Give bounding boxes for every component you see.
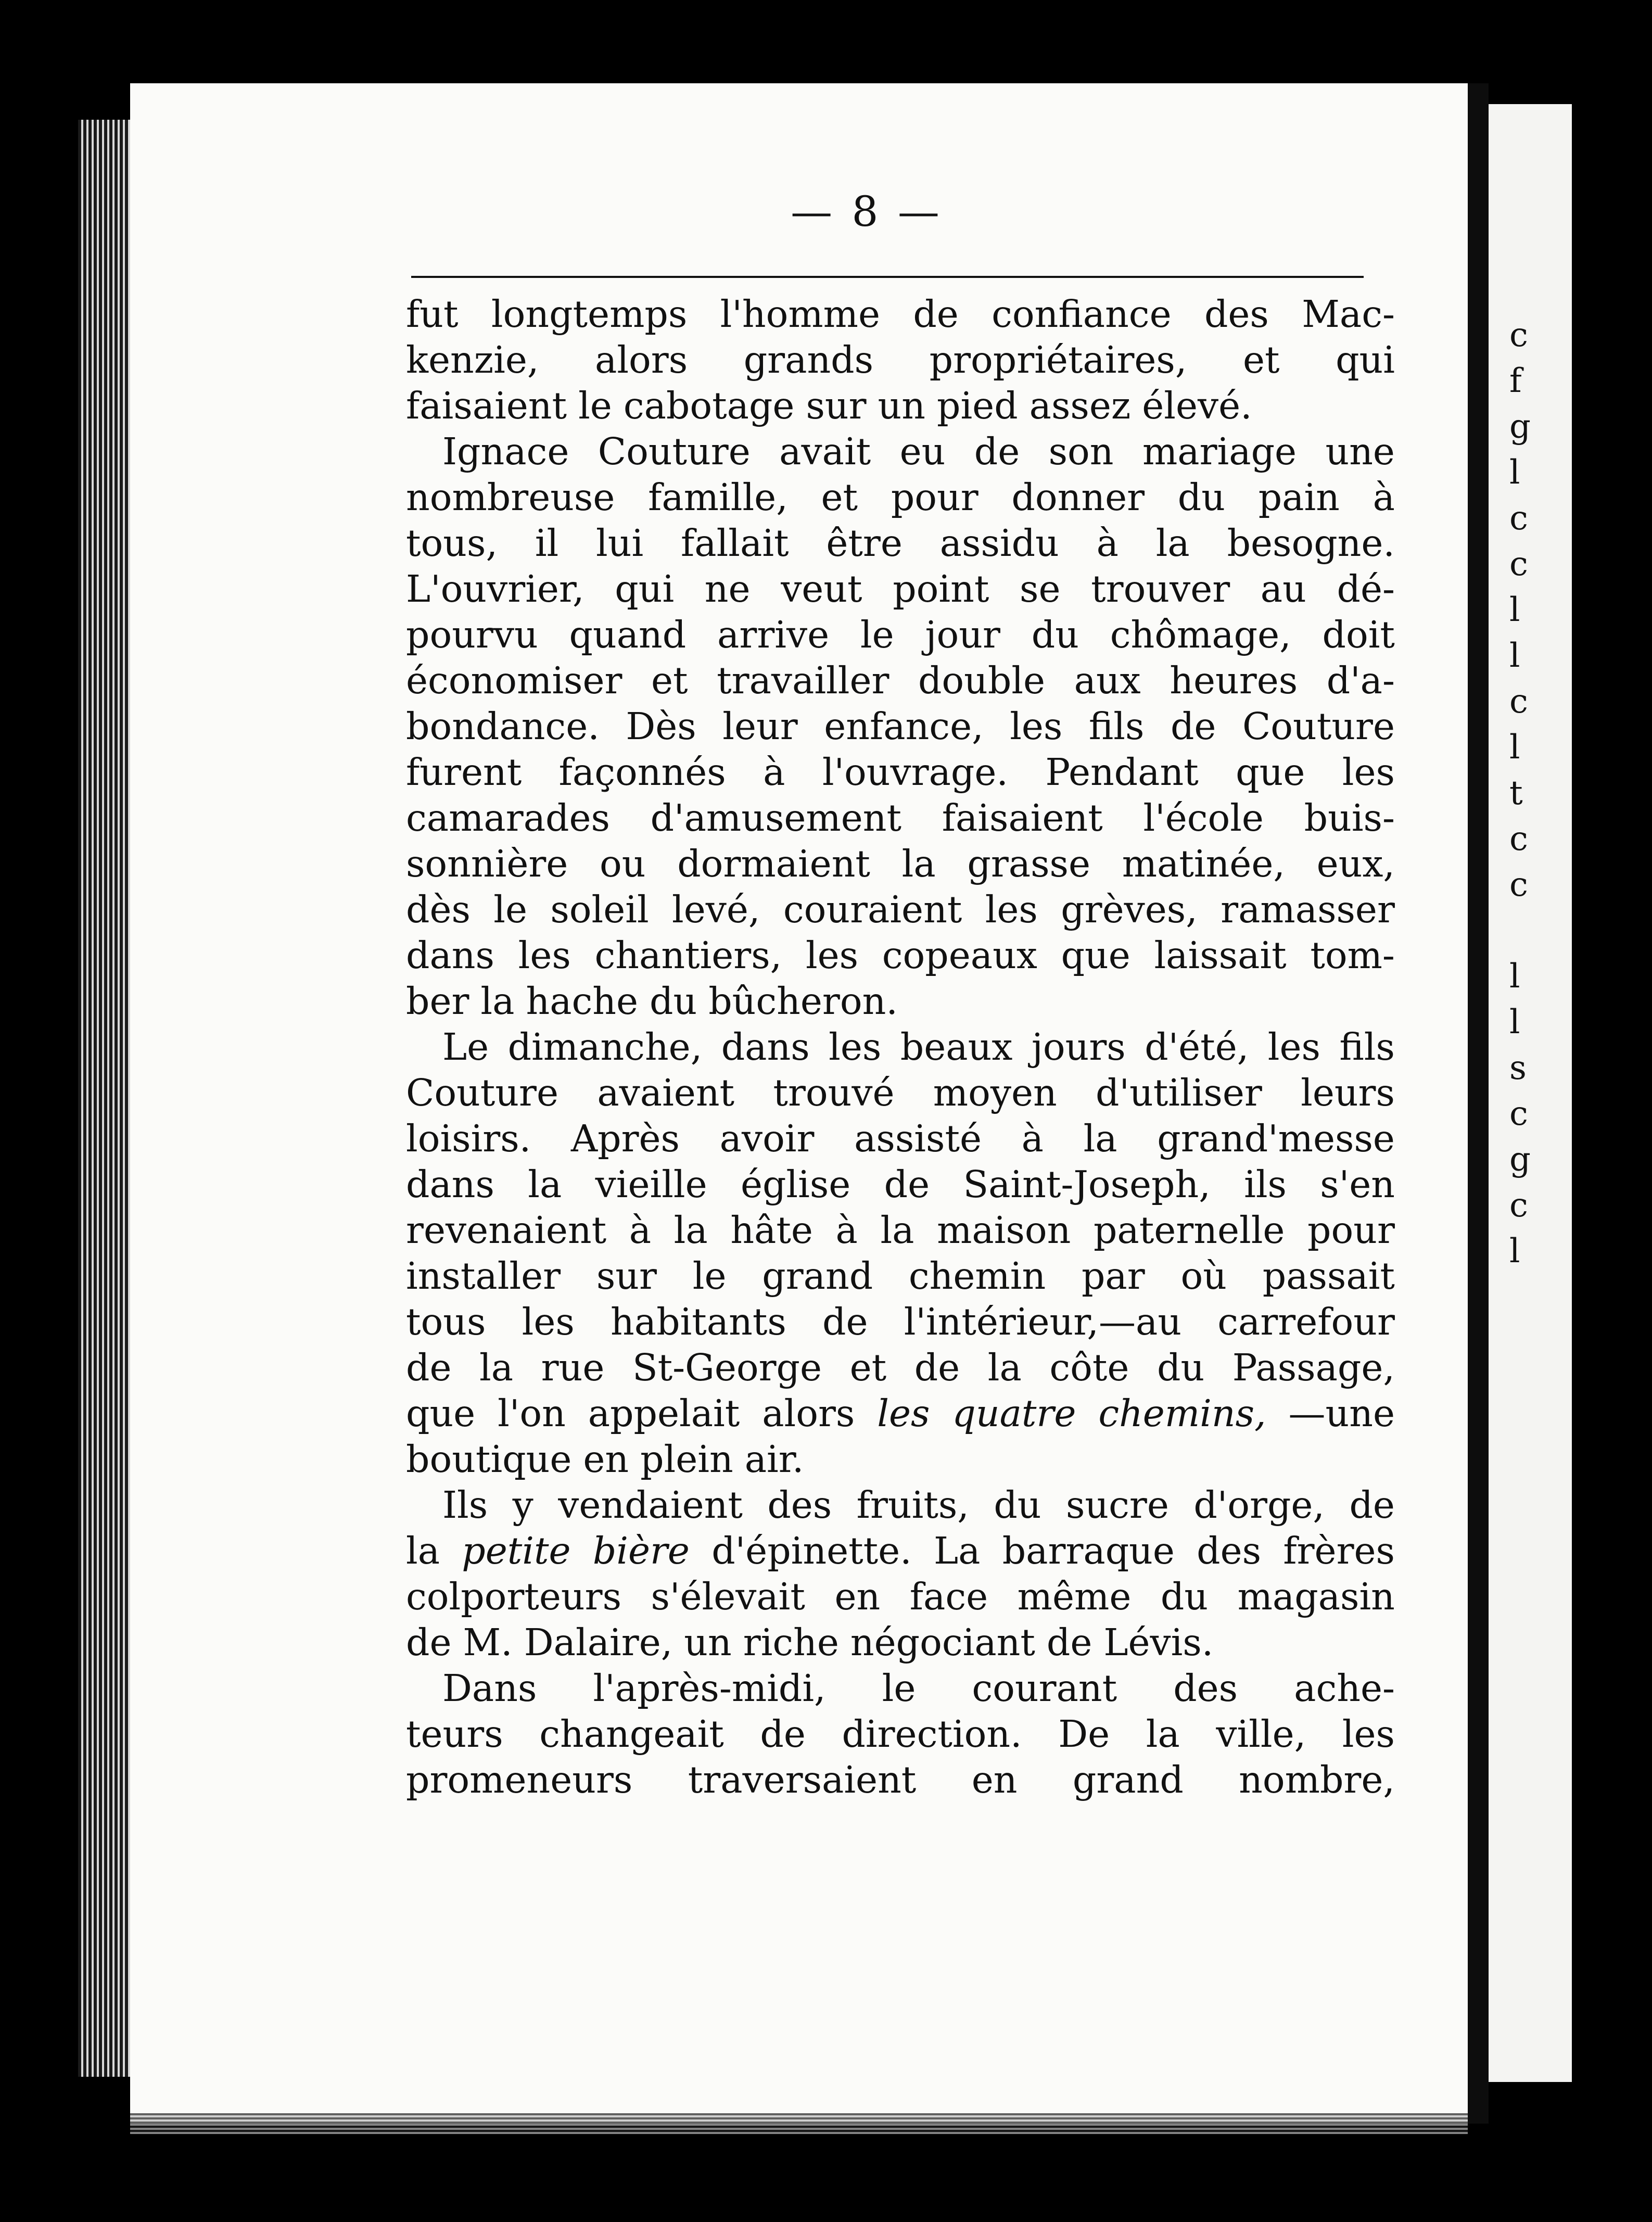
text-line: loisirs. Après avoir assisté à la grand'messe	[406, 1117, 1395, 1160]
next-page-fragment: l	[1509, 453, 1520, 492]
next-page-text-fragments	[1509, 312, 1531, 1274]
text-line: sonnière ou dormaient la grasse matinée, eux,	[406, 842, 1395, 885]
next-page-fragment: l	[1509, 957, 1520, 996]
text-line: de M. Dalaire, un riche négociant de Lévis.	[406, 1621, 1214, 1664]
body-text	[406, 291, 1395, 1803]
next-page-fragment: s	[1509, 1049, 1527, 1087]
text-line: colporteurs s'élevait en face même du magasin	[406, 1575, 1395, 1618]
text-line: dans les chantiers, les copeaux que laissait tom-	[406, 934, 1395, 977]
text-line: boutique en plein air.	[406, 1438, 804, 1481]
text-line: L'ouvrier, qui ne veut point se trouver au dé-	[406, 567, 1395, 611]
text-line: tous, il lui fallait être assidu à la besogne.	[406, 522, 1395, 565]
page-stack-bottom-edge	[130, 2113, 1468, 2134]
text-line: économiser et travailler double aux heures d'a-	[406, 659, 1395, 702]
text-line: furent façonnés à l'ouvrage. Pendant que les	[406, 751, 1395, 794]
text-line: dans la vieille église de Saint-Joseph, ils s'en	[406, 1163, 1395, 1206]
text-line: dès le soleil levé, couraient les grèves, ramasser	[406, 888, 1395, 931]
header-rule	[411, 276, 1364, 278]
text-line: installer sur le grand chemin par où passait	[406, 1254, 1395, 1298]
next-page-fragment: c	[1509, 682, 1528, 721]
next-page-fragment: c	[1509, 820, 1528, 858]
text-line: ber la hache du bûcheron.	[406, 980, 898, 1023]
text-line: pourvu quand arrive le jour du chômage, doit	[406, 613, 1395, 656]
next-page-fragment: l	[1509, 1003, 1520, 1042]
next-page-fragment: l	[1509, 728, 1520, 767]
text-line: de la rue St-George et de la côte du Passage,	[406, 1346, 1395, 1389]
next-page-fragment: c	[1509, 866, 1528, 904]
page-gutter-shadow	[1468, 83, 1489, 2124]
next-page-fragment: l	[1509, 637, 1520, 675]
text-line: Ils y vendaient des fruits, du sucre d'orge, de	[442, 1483, 1395, 1527]
page-number: — 8 —	[791, 187, 943, 236]
text-line: teurs changeait de direction. De la ville, les	[406, 1712, 1395, 1756]
text-line: kenzie, alors grands propriétaires, et qui	[406, 338, 1395, 382]
next-page-fragment: f	[1509, 362, 1522, 400]
next-page-fragment: l	[1509, 1232, 1520, 1271]
text-line: Le dimanche, dans les beaux jours d'été, les fils	[442, 1025, 1395, 1069]
next-page-fragment: c	[1509, 1186, 1528, 1225]
text-line: nombreuse famille, et pour donner du pain à	[406, 476, 1395, 519]
next-page-fragment: g	[1509, 1140, 1531, 1179]
next-page-fragment: g	[1509, 408, 1531, 446]
text-line: bondance. Dès leur enfance, les fils de Couture	[406, 705, 1395, 748]
next-page-fragment: c	[1509, 499, 1528, 538]
text-line: tous les habitants de l'intérieur,—au carrefour	[406, 1300, 1395, 1343]
page-stack-left-edge	[78, 120, 130, 2077]
text-line: fut longtemps l'homme de confiance des Mac-	[406, 293, 1395, 336]
text-line: Dans l'après-midi, le courant des ache-	[442, 1667, 1395, 1710]
text-line: promeneurs traversaient en grand nombre,	[406, 1758, 1395, 1801]
text-line: Couture avaient trouvé moyen d'utiliser leurs	[406, 1071, 1395, 1114]
text-line: Ignace Couture avait eu de son mariage une	[442, 430, 1395, 473]
text-line: revenaient à la hâte à la maison paternelle pour	[406, 1209, 1395, 1252]
next-page-fragment	[1509, 908, 1531, 954]
text-line: que l'on appelait alors les quatre chemins, —une	[406, 1392, 1395, 1435]
text-line: faisaient le cabotage sur un pied assez élevé.	[406, 384, 1252, 427]
next-page-fragment: l	[1509, 591, 1520, 629]
next-page-fragment: t	[1509, 774, 1523, 812]
next-page-fragment: c	[1509, 545, 1528, 583]
text-line: la petite bière d'épinette. La barraque des frères	[406, 1529, 1395, 1572]
next-page-fragment: c	[1509, 1095, 1528, 1133]
next-page-fragment: c	[1509, 316, 1528, 354]
text-line: camarades d'amusement faisaient l'école buis-	[406, 796, 1395, 840]
